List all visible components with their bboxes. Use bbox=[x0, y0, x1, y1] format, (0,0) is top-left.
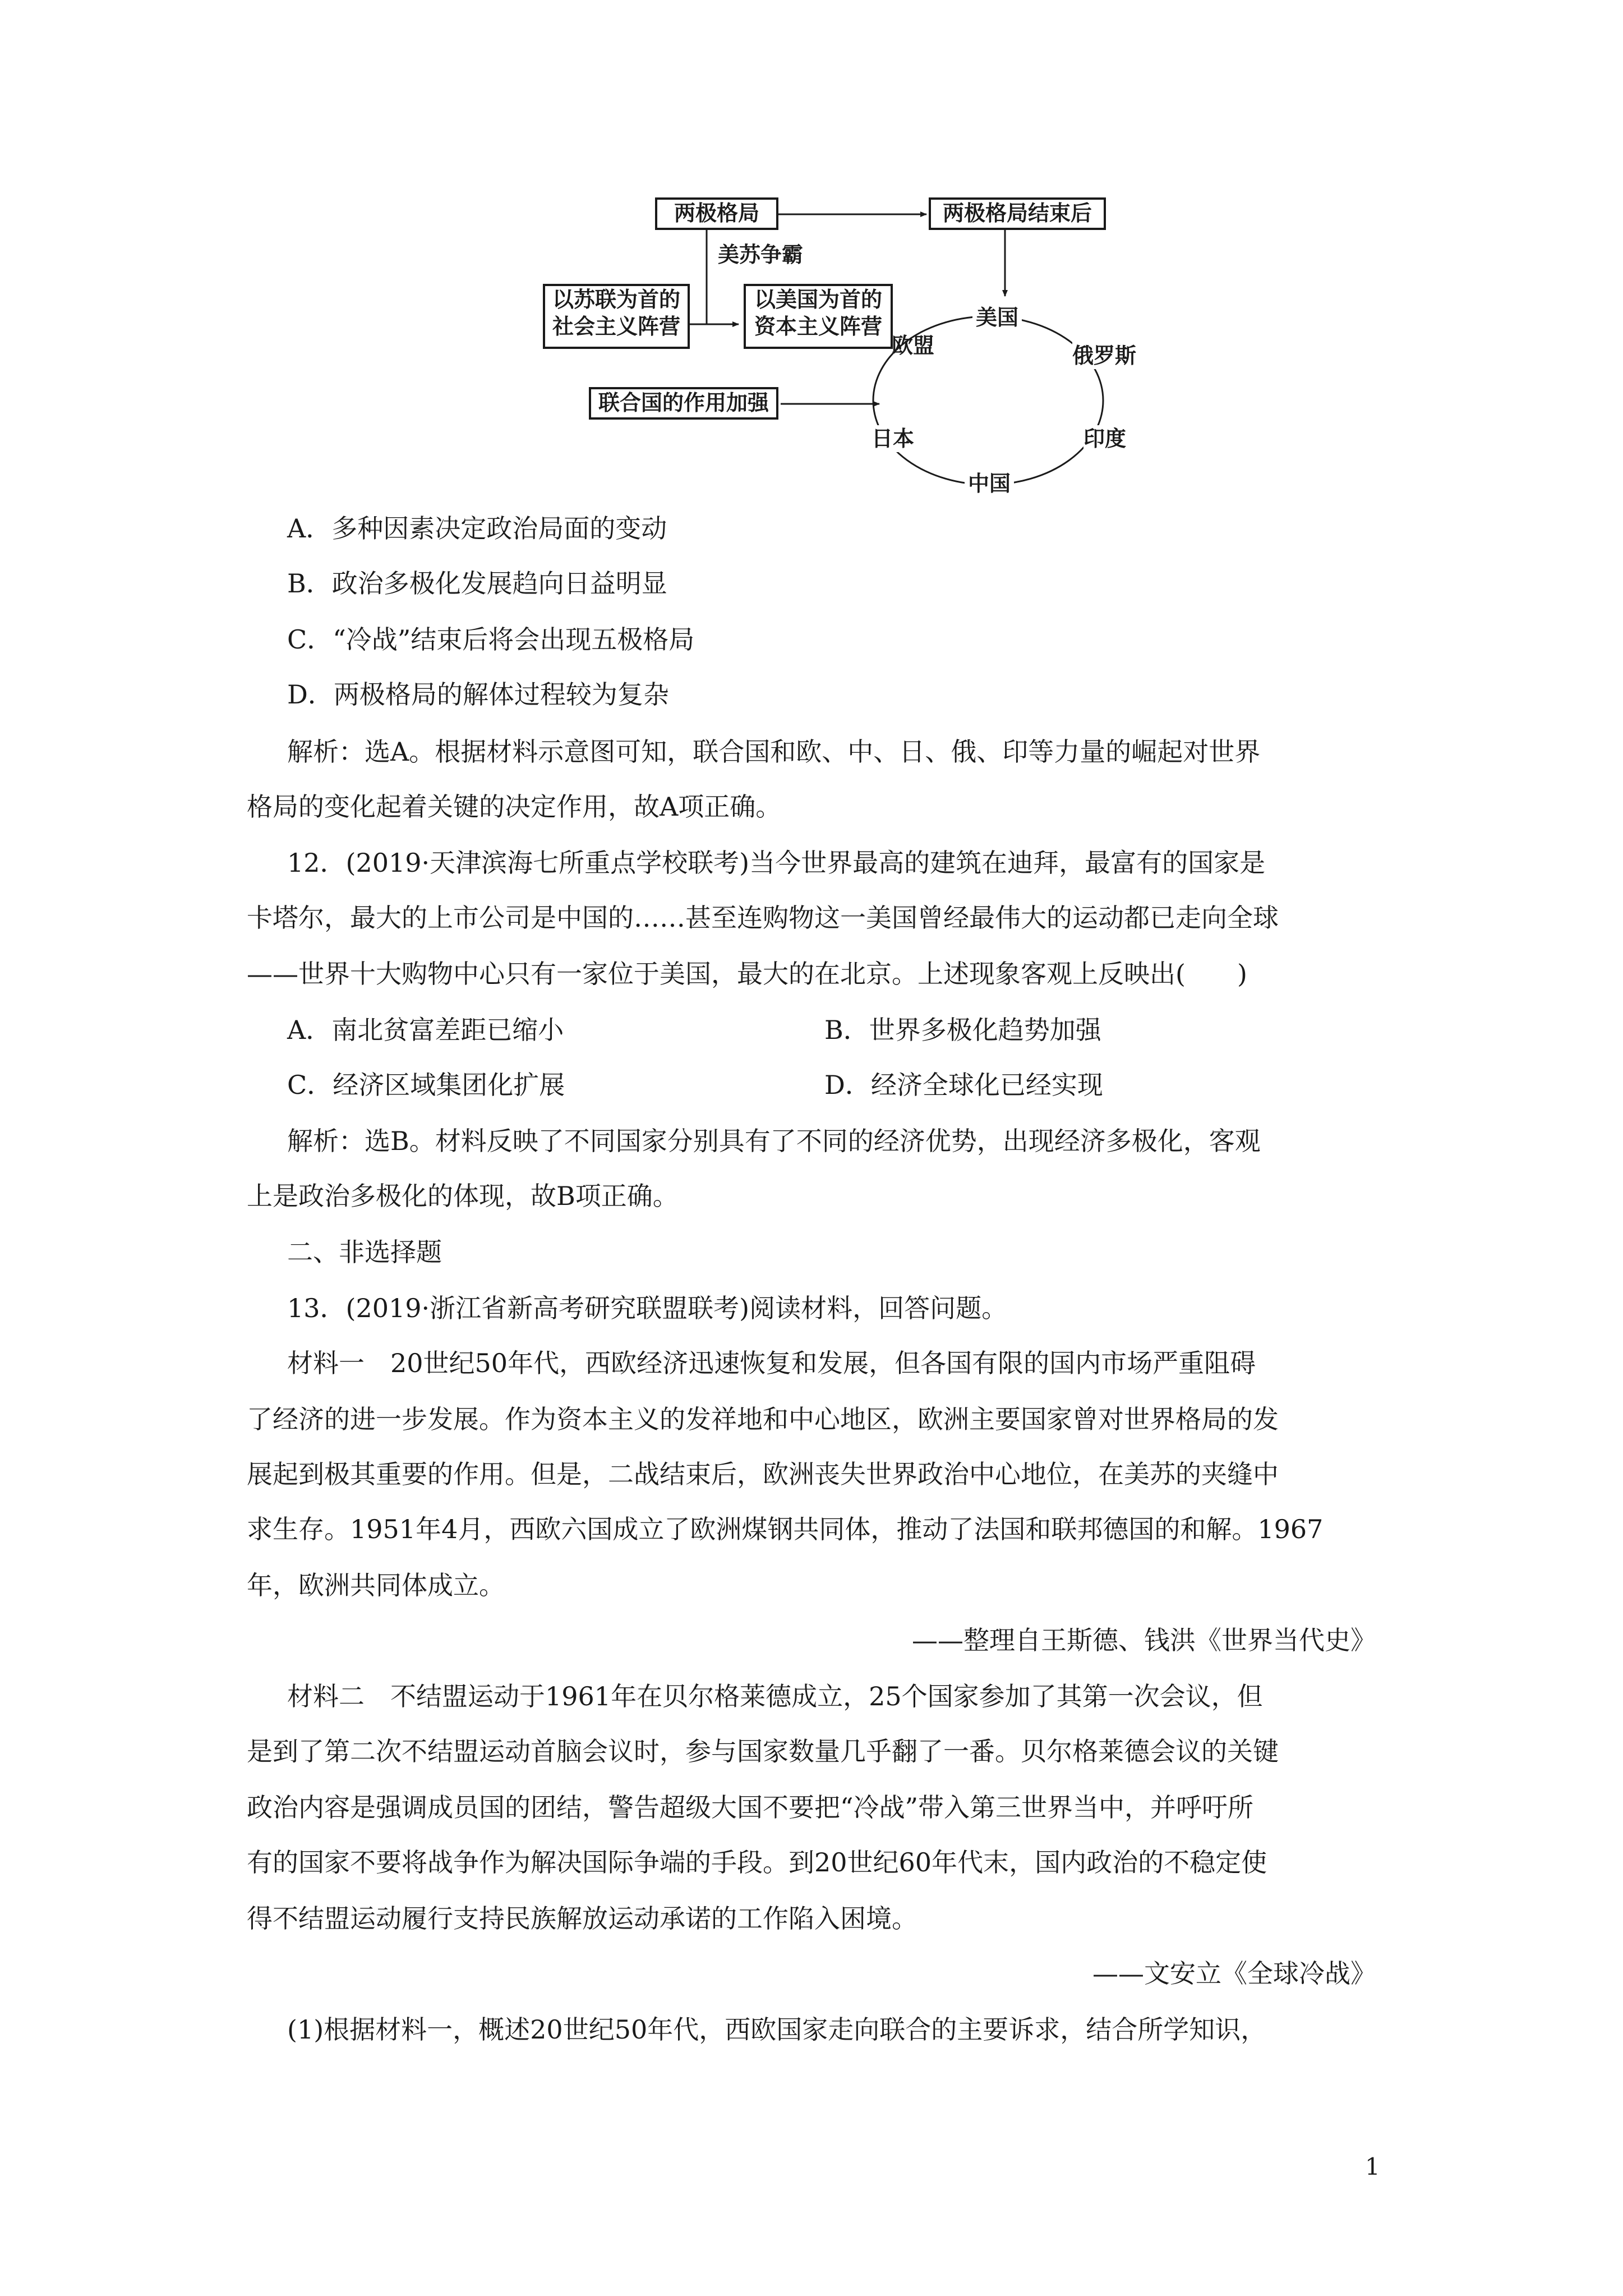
power-usa: 美国 bbox=[972, 304, 1022, 331]
soviet-camp-line-1: 以苏联为首的 bbox=[552, 287, 680, 312]
bipolar-label: 两极格局 bbox=[674, 201, 759, 226]
soviet-camp-box bbox=[543, 284, 690, 349]
q13-material1-line-4: 求生存。1951年4月，西欧六国成立了欧洲煤钢共同体，推动了法国和联邦德国的和解。1967 bbox=[247, 1514, 1324, 1544]
q11-option-a: A．多种因素决定政治局面的变动 bbox=[287, 513, 667, 544]
world-pattern-diagram bbox=[533, 185, 1161, 499]
us-soviet-rivalry-label: 美苏争霸 bbox=[718, 242, 804, 267]
q13-material1-source: ——整理自王斯德、钱洪《世界当代史》 bbox=[912, 1625, 1376, 1655]
un-role-label: 联合国的作用加强 bbox=[598, 390, 769, 415]
q12-analysis-line-1: 解析：选B。材料反映了不同国家分别具有了不同的经济优势，出现经济多极化，客观 bbox=[287, 1126, 1261, 1156]
q11-analysis-line-1: 解析：选A。根据材料示意图可知，联合国和欧、中、日、俄、印等力量的崛起对世界 bbox=[287, 737, 1261, 767]
after-bipolar-box bbox=[929, 197, 1106, 230]
q12-stem-line-1: 12．(2019·天津滨海七所重点学校联考)当今世界最高的建筑在迪拜，最富有的国家是 bbox=[287, 848, 1266, 878]
bipolar-box bbox=[655, 197, 778, 230]
q12-options-row-2 bbox=[0, 1068, 1623, 1102]
q12-option-d: D．经济全球化已经实现 bbox=[824, 1070, 1103, 1100]
q12-stem-line-3: ——世界十大购物中心只有一家位于美国，最大的在北京。上述现象客观上反映出( ) bbox=[247, 959, 1247, 989]
power-china: 中国 bbox=[965, 470, 1014, 497]
after-bipolar-label: 两极格局结束后 bbox=[942, 201, 1092, 226]
us-camp-line-2: 资本主义阵营 bbox=[754, 314, 882, 339]
soviet-camp-line-2: 社会主义阵营 bbox=[552, 314, 680, 339]
q13-material2-line-5: 得不结盟运动履行支持民族解放运动承诺的工作陷入困境。 bbox=[247, 1903, 917, 1934]
q13-material2-source: ——文安立《全球冷战》 bbox=[1092, 1958, 1376, 1989]
q11-analysis-line-2: 格局的变化起着关键的决定作用，故A项正确。 bbox=[247, 792, 782, 822]
section-two-heading: 二、非选择题 bbox=[287, 1237, 442, 1267]
q12-analysis-line-2: 上是政治多极化的体现，故B项正确。 bbox=[247, 1181, 679, 1211]
us-camp-box bbox=[744, 284, 893, 349]
q13-material2-line-1: 材料二 不结盟运动于1961年在贝尔格莱德成立，25个国家参加了其第一次会议，但 bbox=[287, 1681, 1263, 1711]
q13-material2-line-4: 有的国家不要将战争作为解决国际争端的手段。到20世纪60年代末，国内政治的不稳定使 bbox=[247, 1847, 1267, 1878]
q11-option-d: D．两极格局的解体过程较为复杂 bbox=[287, 679, 669, 710]
q12-option-b: B．世界多极化趋势加强 bbox=[824, 1015, 1101, 1045]
q12-option-a: A．南北贫富差距已缩小 bbox=[287, 1015, 564, 1045]
un-role-box bbox=[589, 387, 778, 420]
q12-options-row-1 bbox=[0, 1013, 1623, 1047]
q13-material1-line-5: 年，欧洲共同体成立。 bbox=[247, 1570, 505, 1600]
q13-material2-line-2: 是到了第二次不结盟运动首脑会议时，参与国家数量几乎翻了一番。贝尔格莱德会议的关键 bbox=[247, 1736, 1279, 1766]
q11-option-c: C．“冷战”结束后将会出现五极格局 bbox=[287, 624, 695, 655]
power-japan: 日本 bbox=[872, 426, 915, 451]
q13-material1-line-1: 材料一 20世纪50年代，西欧经济迅速恢复和发展，但各国有限的国内市场严重阻碍 bbox=[287, 1348, 1256, 1378]
page-number: 1 bbox=[1365, 2153, 1380, 2180]
q13-material1-line-3: 展起到极其重要的作用。但是，二战结束后，欧洲丧失世界政治中心地位，在美苏的夹缝中 bbox=[247, 1459, 1279, 1489]
q13-stem: 13．(2019·浙江省新高考研究联盟联考)阅读材料，回答问题。 bbox=[287, 1293, 1008, 1323]
q13-material1-line-2: 了经济的进一步发展。作为资本主义的发祥地和中心地区，欧洲主要国家曾对世界格局的发 bbox=[247, 1404, 1279, 1434]
q12-stem-line-2: 卡塔尔，最大的上市公司是中国的……甚至连购物这一美国曾经最伟大的运动都已走向全球 bbox=[247, 903, 1279, 933]
q13-material2-line-3: 政治内容是强调成员国的团结，警告超级大国不要把“冷战”带入第三世界当中，并呼吁所 bbox=[247, 1792, 1254, 1823]
power-eu: 欧盟 bbox=[892, 333, 935, 358]
q13-subquestion-1: (1)根据材料一，概述20世纪50年代，西欧国家走向联合的主要诉求，结合所学知识， bbox=[287, 2014, 1267, 2045]
power-india: 印度 bbox=[1083, 426, 1127, 451]
power-russia: 俄罗斯 bbox=[1072, 343, 1137, 368]
us-camp-line-1: 以美国为首的 bbox=[754, 287, 882, 312]
q11-option-b: B．政治多极化发展趋向日益明显 bbox=[287, 568, 667, 599]
q12-option-c: C．经济区域集团化扩展 bbox=[287, 1070, 565, 1100]
